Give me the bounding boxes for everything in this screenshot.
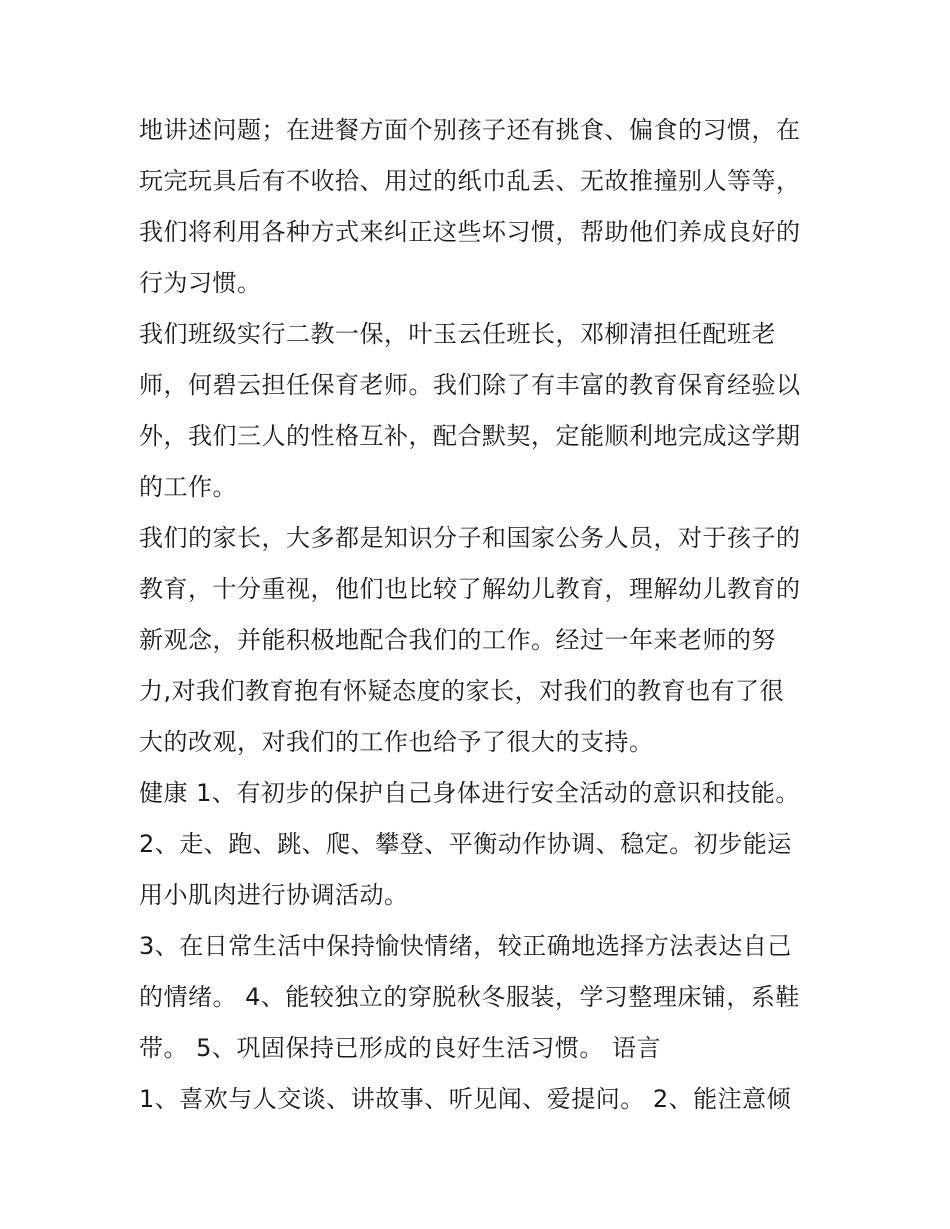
paragraph-line: 教育，十分重视，他们也比较了解幼儿教育，理解幼儿教育的 [139,575,801,603]
paragraph-line: 3、在日常生活中保持愉快情绪，较正确地选择方法表达自己 [139,932,792,960]
paragraph-line: 2、走、跑、跳、爬、攀登、平衡动作协调、稳定。初步能运 [139,830,792,858]
paragraph-line: 用小肌肉进行协调活动。 [139,881,409,909]
paragraph-line: 健康 1、有初步的保护自己身体进行安全活动的意识和技能。 [139,779,800,807]
paragraph-line: 我们的家长，大多都是知识分子和国家公务人员，对于孩子的 [139,524,801,552]
paragraph-line: 我们班级实行二教一保，叶玉云任班长，邓柳清担任配班老 [139,320,776,348]
paragraph-line: 师，何碧云担任保育老师。我们除了有丰富的教育保育经验以 [139,371,801,399]
paragraph-line: 玩完玩具后有不收拾、用过的纸巾乱丢、无故推撞别人等等， [139,167,801,195]
paragraph-line: 大的改观，对我们的工作也给予了很大的支持。 [139,728,654,756]
paragraph-line: 地讲述问题；在进餐方面个别孩子还有挑食、偏食的习惯，在 [139,116,801,144]
paragraph-line: 新观念，并能积极地配合我们的工作。经过一年来老师的努 [139,626,776,654]
paragraph-line: 带。 5、巩固保持已形成的良好生活习惯。 语言 [139,1034,662,1062]
paragraph-line: 的工作。 [139,473,237,501]
paragraph-line: 的情绪。 4、能较独立的穿脱秋冬服装，学习整理床铺，系鞋 [139,983,800,1011]
paragraph-line: 1、喜欢与人交谈、讲故事、听见闻、爱提问。 2、能注意倾 [139,1085,792,1113]
paragraph-line: 力,对我们教育抱有怀疑态度的家长，对我们的教育也有了很 [139,677,785,705]
paragraph-line: 行为习惯。 [139,269,262,297]
paragraph-line: 外，我们三人的性格互补，配合默契，定能顺利地完成这学期 [139,422,801,450]
paragraph-line: 我们将利用各种方式来纠正这些坏习惯，帮助他们养成良好的 [139,218,801,246]
